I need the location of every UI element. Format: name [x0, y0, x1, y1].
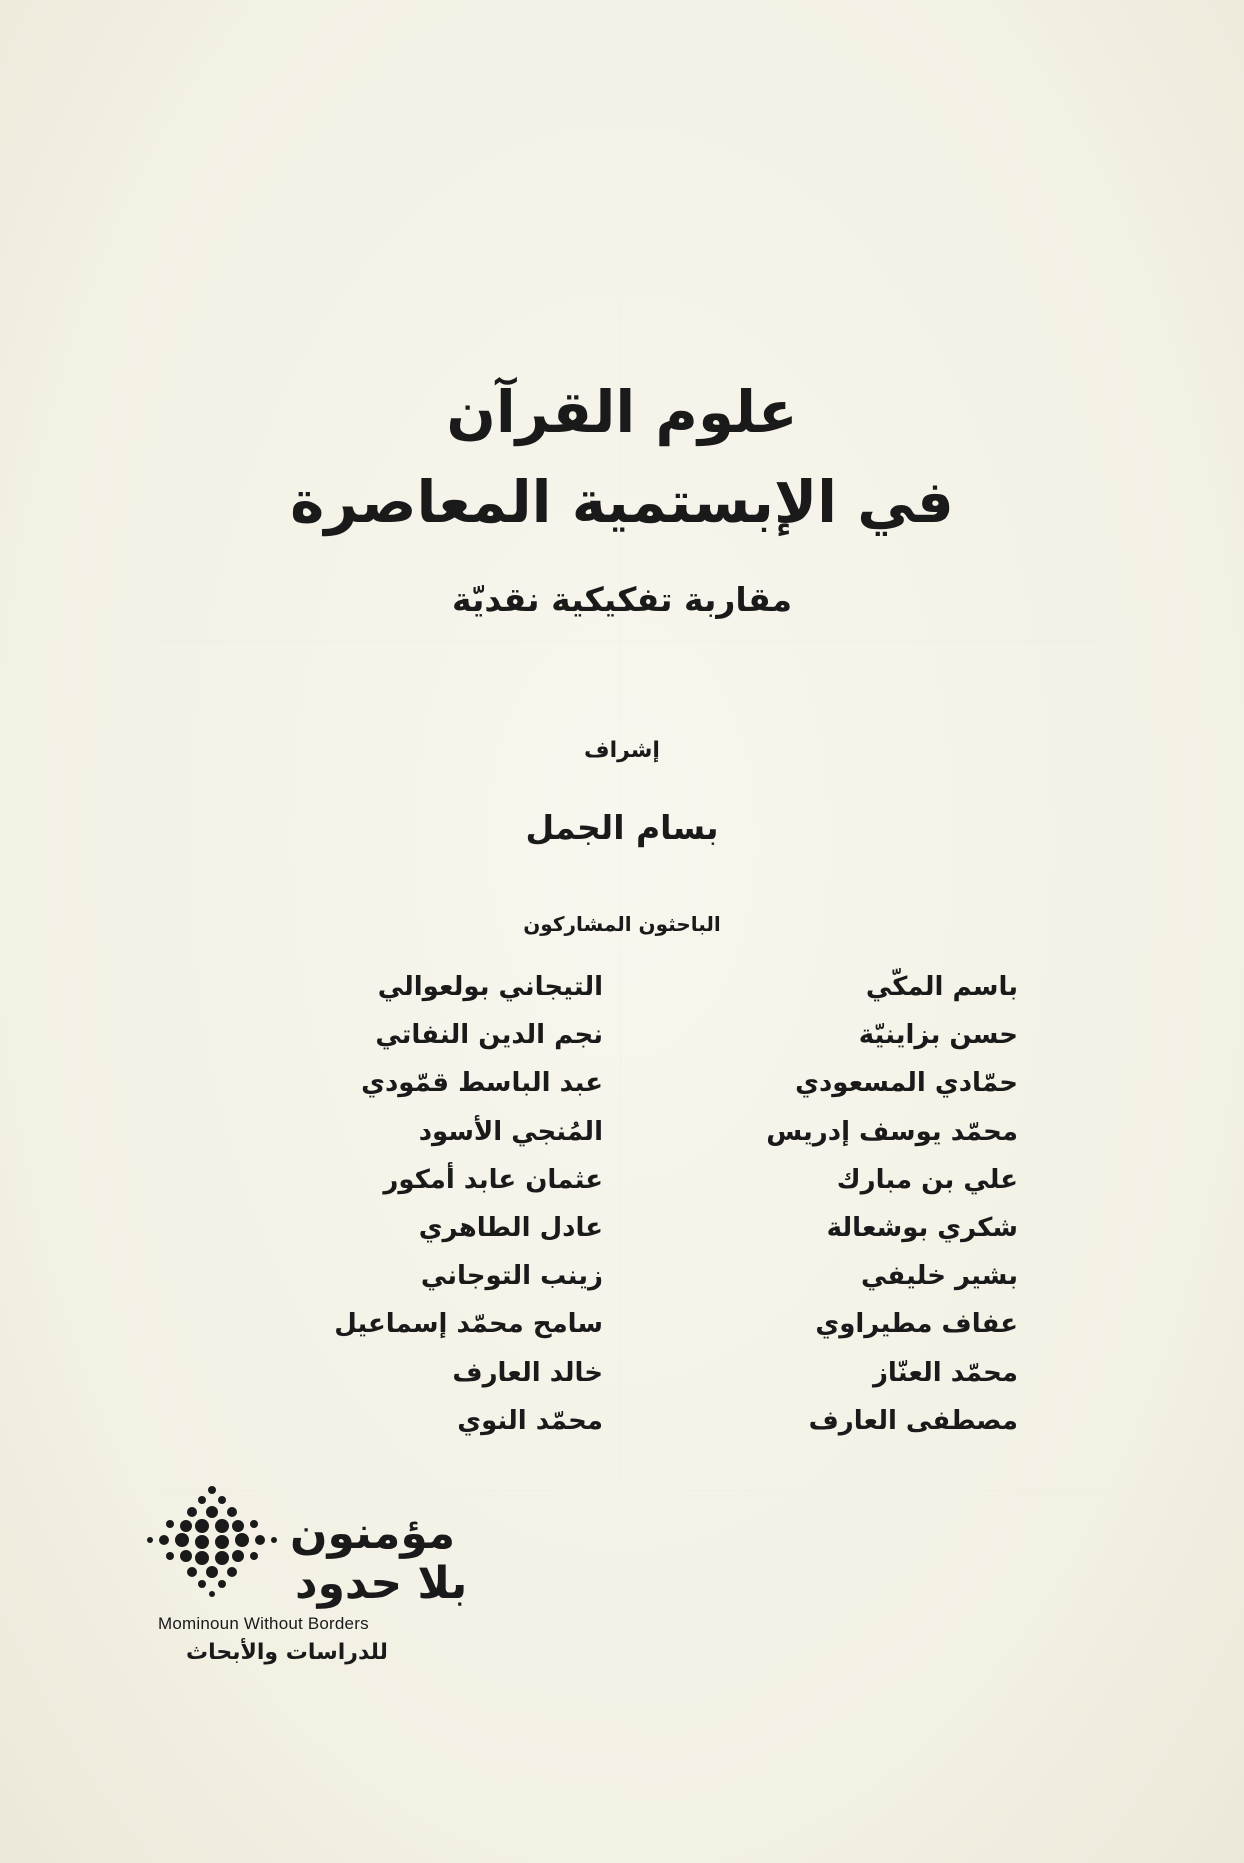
book-title-line1: علوم القرآن [446, 378, 798, 446]
participant-name: عادل الطاهري [418, 1212, 603, 1243]
book-title-line2: في الإبستمية المعاصرة [290, 468, 954, 536]
book-subtitle: مقاربة تفكيكية نقديّة [451, 580, 793, 619]
participant-name: علي بن مبارك [836, 1164, 1018, 1195]
participant-name: زينب التوجاني [420, 1261, 603, 1292]
participant-name: حمّادي المسعودي [795, 1068, 1018, 1099]
participant-name: سامح محمّد إسماعيل [334, 1309, 603, 1340]
supervision-label: إشراف [584, 738, 660, 763]
participant-name: محمّد العنّاز [872, 1357, 1018, 1388]
participant-name: التيجاني بولعوالي [377, 972, 603, 1002]
participant-name: عفاف مطيراوي [815, 1309, 1018, 1340]
participant-name: حسن بزاينيّة [858, 1020, 1018, 1051]
publisher-name-english: Mominoun Without Borders [158, 1614, 369, 1633]
participant-name: محمّد يوسف إدريس [766, 1116, 1018, 1147]
publisher-name-arabic-line1: مؤمنون [290, 1508, 456, 1559]
participant-name: عثمان عابد أمكور [383, 1164, 603, 1195]
participants-right-column [618, 972, 1018, 1454]
participant-name: خالد العارف [452, 1357, 603, 1388]
supervisor-name: بسام الجمل [525, 808, 719, 847]
participant-name: باسم المكّي [865, 972, 1018, 1002]
participants-left-column [203, 972, 603, 1454]
participant-name: نجم الدين النفاتي [375, 1020, 603, 1051]
participants-heading: الباحثون المشاركون [523, 912, 721, 936]
participant-name: المُنجي الأسود [418, 1116, 603, 1147]
participant-name: بشير خليفي [860, 1261, 1018, 1292]
publisher-tagline: للدراسات والأبحاث [186, 1640, 388, 1665]
participant-name: مصطفى العارف [808, 1405, 1018, 1436]
publisher-name-arabic-line2: بلا حدود [295, 1558, 468, 1609]
participant-name: محمّد النوي [457, 1405, 603, 1436]
participant-name: شكري بوشعالة [826, 1212, 1018, 1243]
participant-name: عبد الباسط قمّودي [361, 1068, 603, 1099]
